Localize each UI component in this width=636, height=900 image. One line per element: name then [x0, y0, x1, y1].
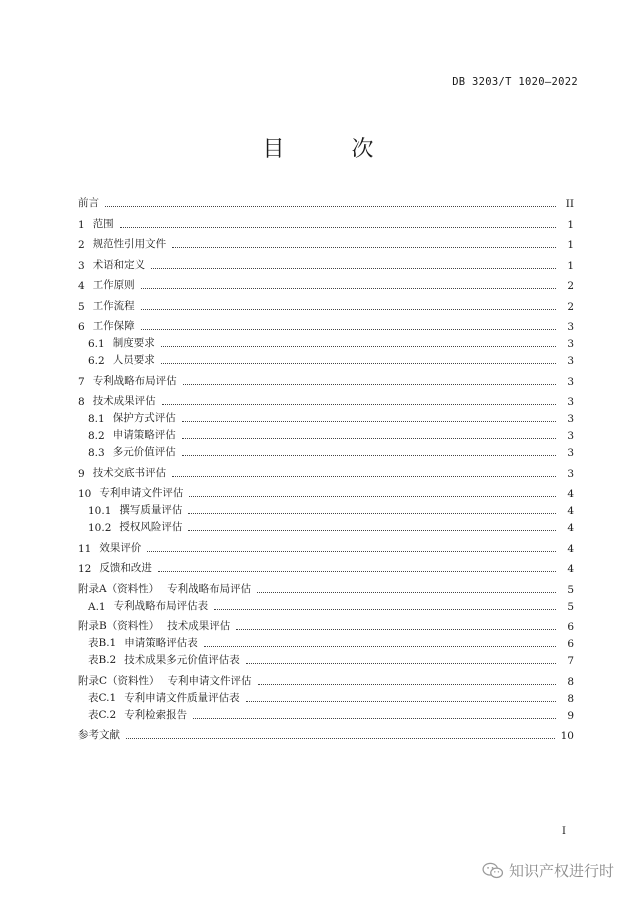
page-number: I	[562, 826, 566, 837]
dot-leader	[105, 206, 556, 207]
dot-leader	[120, 227, 556, 228]
dot-leader	[141, 329, 556, 330]
toc-entry-label: 技术成果多元价值评估表	[124, 654, 240, 666]
dot-leader	[182, 421, 556, 422]
toc-entry-number: 附录C（资料性）	[78, 674, 160, 687]
toc-entry-page: 3	[567, 375, 574, 388]
toc-entry-number: A.1	[88, 600, 106, 613]
dot-leader	[182, 455, 556, 456]
toc-entry-page: 1	[567, 218, 574, 231]
toc-entry-label: 工作原则	[92, 279, 135, 291]
toc-entry[interactable]	[78, 558, 574, 575]
toc-entry-page: 1	[567, 259, 574, 272]
toc-entry[interactable]	[78, 193, 574, 210]
dot-leader	[151, 268, 556, 269]
toc-entry-number: 10	[78, 488, 92, 500]
toc-entry-label: 效果评价	[99, 541, 142, 554]
toc-entry-page: 9	[567, 709, 574, 722]
toc-entry[interactable]	[78, 350, 574, 367]
toc-entry-label: 专利申请文件评估	[167, 674, 252, 687]
toc-entry-page: 7	[567, 655, 574, 667]
toc-entry[interactable]	[78, 616, 574, 633]
toc-entry-page: 3	[567, 338, 574, 350]
toc-entry-number: 6.2	[88, 355, 105, 367]
toc-entry-number: 3	[78, 259, 85, 272]
toc-entry-number: 表C.1	[88, 691, 117, 704]
toc-entry-page: 3	[567, 447, 574, 459]
toc-entry[interactable]	[78, 408, 574, 425]
toc-entry-page: II	[565, 198, 574, 210]
dot-leader	[172, 476, 556, 477]
toc-entry-label: 专利战略布局评估表	[113, 599, 209, 612]
toc-entry-page: 2	[567, 280, 574, 292]
toc-entry-page: 4	[567, 542, 574, 555]
toc-entry-label: 术语和定义	[92, 258, 146, 271]
toc-entry-page: 4	[567, 522, 574, 534]
toc-entry-number: 7	[78, 375, 85, 388]
dot-leader	[246, 701, 556, 702]
watermark	[482, 860, 614, 881]
toc-entry-label: 授权风险评估	[119, 521, 183, 533]
toc-entry-page: 3	[567, 467, 574, 480]
toc-entry-label: 专利检索报告	[124, 708, 188, 721]
toc-entry[interactable]	[78, 296, 574, 313]
dot-leader	[172, 247, 556, 248]
toc-entry-page: 5	[567, 600, 574, 613]
dot-leader	[258, 684, 556, 685]
toc-entry[interactable]	[78, 725, 574, 742]
toc-entry[interactable]	[78, 425, 574, 442]
toc-entry-number: 表B.1	[88, 637, 117, 649]
toc-entry-page: 3	[567, 413, 574, 425]
toc-entry-label: 申请策略评估	[112, 429, 176, 441]
toc-entry-label: 制度要求	[112, 337, 155, 349]
dot-leader	[147, 551, 556, 552]
toc-entry-number: 1	[78, 218, 85, 231]
toc-entry-label: 专利申请文件评估	[99, 487, 184, 499]
toc-entry-label: 参考文献	[78, 729, 120, 741]
toc-entry[interactable]	[78, 688, 574, 705]
toc-entry-number: 8.1	[88, 413, 105, 425]
toc-entry[interactable]	[78, 650, 574, 667]
toc-entry-number: 4	[78, 280, 85, 292]
toc-entry-label: 技术成果评估	[167, 620, 231, 632]
dot-leader	[161, 363, 556, 364]
toc-entry-label: 工作保障	[92, 320, 135, 332]
toc-entry[interactable]	[78, 538, 574, 555]
toc-entry-number: 10.2	[88, 522, 112, 534]
document-code: DB 3203/T 1020—2022	[452, 76, 578, 88]
toc-entry-label: 人员要求	[112, 354, 155, 366]
dot-leader	[141, 288, 556, 289]
dot-leader	[141, 309, 556, 310]
toc-entry-number: 2	[78, 239, 85, 251]
toc-entry-number: 5	[78, 300, 85, 313]
toc-entry-label: 专利申请文件质量评估表	[124, 691, 240, 704]
dot-leader	[126, 738, 555, 739]
toc-entry-number: 6	[78, 321, 85, 333]
toc-entry[interactable]	[78, 316, 574, 333]
toc-entry-page: 3	[567, 396, 574, 408]
toc-entry-number: 9	[78, 467, 85, 480]
toc-entry[interactable]	[78, 500, 574, 517]
toc-entry[interactable]	[78, 214, 574, 231]
toc-entry-label: 规范性引用文件	[92, 238, 167, 250]
dot-leader	[204, 646, 556, 647]
toc-entry-label: 专利战略布局评估	[92, 374, 177, 387]
toc-entry[interactable]	[78, 255, 574, 272]
dot-leader	[246, 663, 556, 664]
toc-entry-label: 范围	[92, 217, 114, 230]
toc-entry-label: 前言	[78, 197, 99, 209]
toc-entry-number: 附录A（资料性）	[78, 582, 160, 595]
toc-entry-number: 表C.2	[88, 708, 117, 721]
toc-entry-number: 12	[78, 563, 92, 575]
toc-title: 目 次	[262, 137, 404, 162]
toc-entry-number: 附录B（资料性）	[78, 620, 160, 632]
dot-leader	[183, 384, 556, 385]
toc-entry[interactable]	[78, 234, 574, 251]
toc-entry[interactable]	[78, 579, 574, 596]
toc-entry-page: 8	[567, 675, 574, 688]
toc-entry-page: 3	[567, 355, 574, 367]
toc-entry[interactable]	[78, 442, 574, 459]
toc-entry-label: 技术交底书评估	[92, 466, 167, 479]
toc-entry-page: 8	[567, 692, 574, 705]
toc-entry[interactable]	[78, 596, 574, 613]
dot-leader	[214, 609, 556, 610]
toc-entry[interactable]	[78, 517, 574, 534]
toc-entry-label: 申请策略评估表	[124, 637, 198, 649]
toc-entry-page: 5	[567, 583, 574, 596]
dot-leader	[189, 496, 556, 497]
toc-entry-number: 表B.2	[88, 654, 117, 666]
dot-leader	[158, 571, 556, 572]
toc-entry-page: 1	[567, 239, 574, 251]
toc-entry-number: 8.2	[88, 430, 105, 442]
toc-entry-number: 8.3	[88, 447, 105, 459]
toc-entry-page: 6	[567, 621, 574, 633]
toc-entry[interactable]	[78, 333, 574, 350]
toc-entry-page: 3	[567, 430, 574, 442]
toc-entry[interactable]	[78, 371, 574, 388]
toc-entry[interactable]	[78, 463, 574, 480]
toc-entry-label: 反馈和改进	[99, 562, 152, 574]
dot-leader	[188, 530, 556, 531]
watermark-text: 知识产权进行时	[508, 862, 614, 880]
toc-entry-page: 4	[567, 563, 574, 575]
dot-leader	[161, 346, 556, 347]
toc-entry-label: 保护方式评估	[112, 412, 176, 424]
toc-entry-number: 8	[78, 396, 85, 408]
toc-entry[interactable]	[78, 705, 574, 722]
toc-entry[interactable]	[78, 391, 574, 408]
dot-leader	[162, 404, 556, 405]
toc-entry-page: 10	[560, 730, 574, 742]
dot-leader	[188, 513, 556, 514]
toc-entry-number: 10.1	[88, 505, 112, 517]
toc-entry-page: 2	[567, 300, 574, 313]
toc-entry-label: 技术成果评估	[92, 395, 156, 407]
toc-entry-label: 多元价值评估	[112, 446, 176, 458]
toc-entry-label: 工作流程	[92, 299, 135, 312]
wechat-icon	[482, 862, 504, 880]
toc-entry-page: 3	[567, 321, 574, 333]
dot-leader	[257, 592, 556, 593]
toc-entry-page: 6	[567, 638, 574, 650]
toc-entry-number: 11	[78, 542, 92, 555]
toc-entry-label: 撰写质量评估	[119, 504, 183, 516]
toc-entry-page: 4	[567, 505, 574, 517]
table-of-contents	[78, 193, 574, 742]
toc-entry-label: 专利战略布局评估	[167, 582, 252, 595]
toc-entry[interactable]	[78, 633, 574, 650]
toc-entry[interactable]	[78, 275, 574, 292]
toc-entry-page: 4	[567, 488, 574, 500]
toc-entry[interactable]	[78, 671, 574, 688]
dot-leader	[193, 718, 556, 719]
toc-entry[interactable]	[78, 483, 574, 500]
dot-leader	[182, 438, 556, 439]
toc-entry-number: 6.1	[88, 338, 105, 350]
dot-leader	[236, 629, 556, 630]
